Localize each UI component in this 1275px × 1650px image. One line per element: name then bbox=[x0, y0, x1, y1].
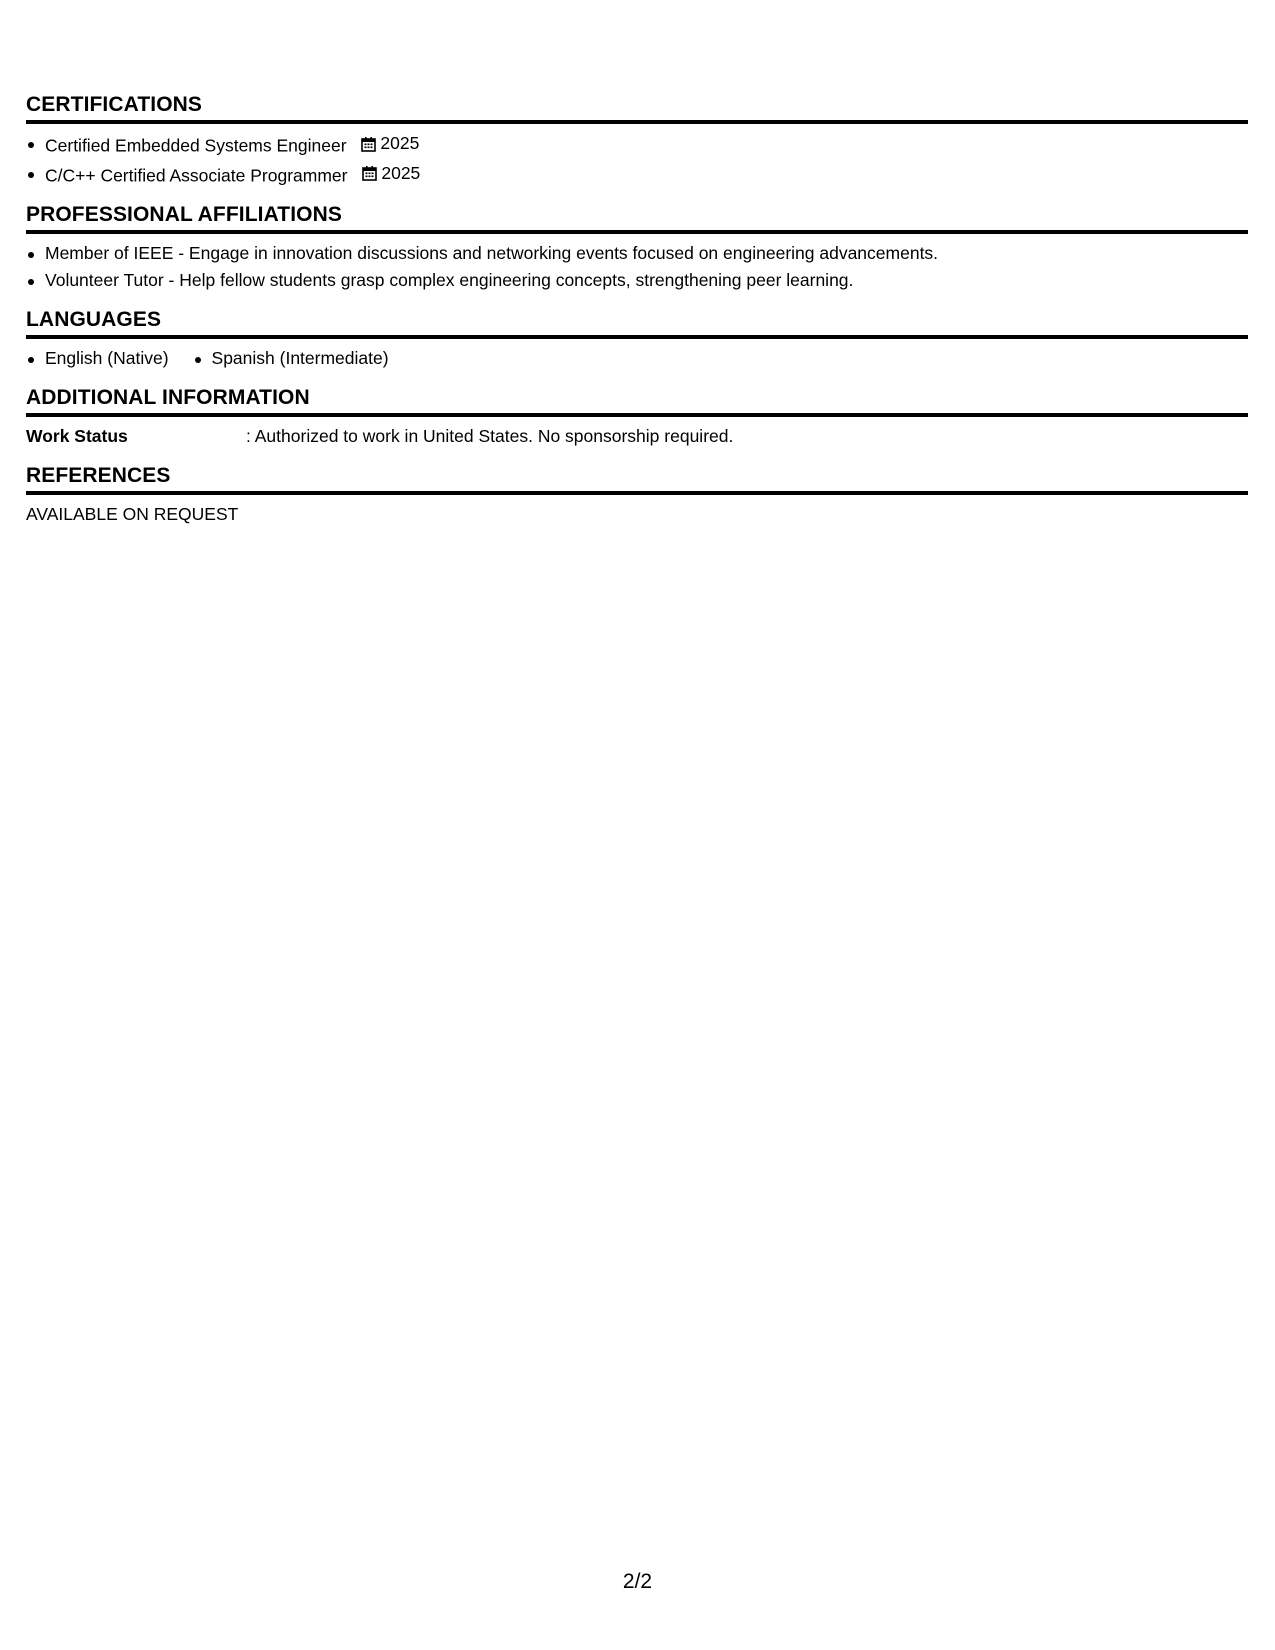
certification-name: C/C++ Certified Associate Programmer bbox=[45, 165, 348, 185]
list-item bbox=[26, 130, 1248, 160]
certification-date bbox=[362, 160, 420, 187]
references-section bbox=[26, 463, 1248, 528]
certification-year: 2025 bbox=[381, 162, 421, 183]
calendar-icon bbox=[361, 136, 376, 152]
work-status-row bbox=[26, 423, 1248, 450]
languages-heading: LANGUAGES bbox=[26, 307, 1248, 339]
references-text: AVAILABLE ON REQUEST bbox=[26, 504, 239, 524]
certification-name: Certified Embedded Systems Engineer bbox=[45, 135, 347, 156]
list-item: English (Native) bbox=[26, 345, 169, 372]
calendar-icon bbox=[362, 165, 377, 181]
affiliations-heading: PROFESSIONAL AFFILIATIONS bbox=[26, 202, 1248, 234]
work-status-label: Work Status bbox=[26, 426, 128, 446]
certification-date bbox=[361, 130, 419, 157]
references-heading: REFERENCES bbox=[26, 463, 1248, 495]
work-status-value: : Authorized to work in United States. No sponsorship required. bbox=[246, 426, 734, 446]
list-item: Member of IEEE - Engage in innovation discussions and networking events focused on engineering advancements. bbox=[26, 240, 1248, 267]
certification-year: 2025 bbox=[380, 133, 420, 153]
additional-info-heading: ADDITIONAL INFORMATION bbox=[26, 385, 1248, 417]
list-item bbox=[26, 160, 1248, 190]
affiliations-list bbox=[26, 240, 1248, 294]
certifications-heading: CERTIFICATIONS bbox=[26, 92, 1248, 124]
certifications-section bbox=[26, 92, 1248, 189]
additional-info-section bbox=[26, 385, 1248, 450]
list-item: Spanish (Intermediate) bbox=[193, 345, 389, 372]
languages-list bbox=[26, 345, 1248, 372]
list-item: Volunteer Tutor - Help fellow students grasp complex engineering concepts, strengthening peer learning. bbox=[26, 267, 1248, 294]
page-number: 2/2 bbox=[622, 1570, 653, 1593]
certifications-list bbox=[26, 130, 1248, 189]
resume-page bbox=[26, 92, 1248, 541]
languages-section bbox=[26, 307, 1248, 372]
affiliations-section bbox=[26, 202, 1248, 294]
